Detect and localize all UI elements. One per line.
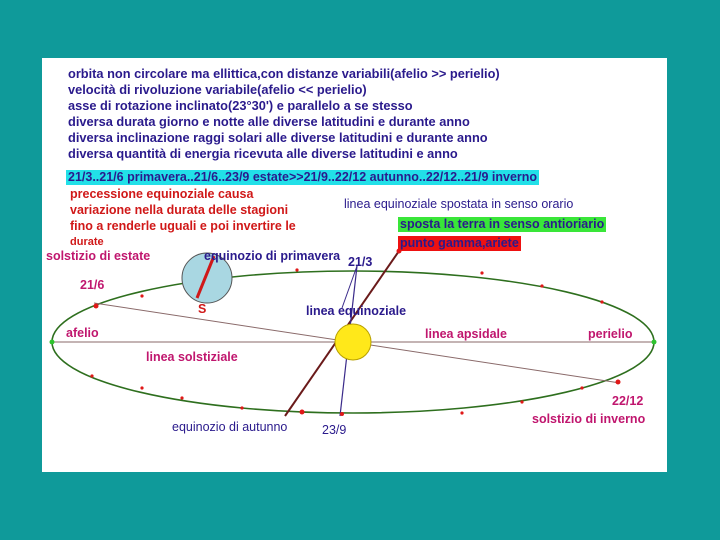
aphelion-label: afelio xyxy=(66,326,99,340)
marker-23-9 xyxy=(300,410,305,415)
marker-aphelion xyxy=(50,340,55,345)
tick xyxy=(540,284,543,287)
precession-line-1: precessione equinoziale causa xyxy=(70,187,254,201)
intro-line-5: diversa inclinazione raggi solari alle diverse latitudini e durante anno xyxy=(68,130,488,145)
date-22-12: 22/12 xyxy=(612,394,644,408)
date-21-6: 21/6 xyxy=(80,278,105,292)
solstice-summer-label: solstizio di estate xyxy=(46,249,151,263)
precession-line-3: fino a renderle uguali e poi invertire le xyxy=(70,219,296,233)
marker-21-6 xyxy=(94,304,99,309)
marker-23-9b xyxy=(340,412,344,416)
intro-line-1: orbita non circolare ma ellittica,con distanze variabili(afelio >> perielio) xyxy=(68,66,500,81)
date-23-9: 23/9 xyxy=(322,423,347,437)
seasons-line: 21/3..21/6 primavera..21/6..23/9 estate>>21/9..22/12 autunno..22/12..21/9 inverno xyxy=(68,170,538,184)
marker-perihelion xyxy=(652,340,657,345)
earth-letter: S xyxy=(198,302,207,316)
tick xyxy=(90,374,93,377)
tick xyxy=(460,411,463,414)
intro-line-2: velocità di rivoluzione variabile(afelio << perielio) xyxy=(68,82,367,97)
perihelion-label: perielio xyxy=(588,327,633,341)
precession-line-2: variazione nella durata delle stagioni xyxy=(70,203,289,217)
diagram-slide xyxy=(42,58,667,472)
tick xyxy=(580,386,583,389)
equinoctial-line-label: linea equinoziale xyxy=(306,304,407,318)
precession-line-4: durate xyxy=(70,236,104,248)
apsidal-line-label: linea apsidale xyxy=(425,327,507,341)
intro-line-3: asse di rotazione inclinato(23°30') e parallelo a se stesso xyxy=(68,98,413,113)
gamma-label: punto gamma,ariete xyxy=(400,236,519,250)
tick xyxy=(140,386,143,389)
sun xyxy=(335,324,371,360)
equinox-spring-label: equinozio di primavera xyxy=(204,249,341,263)
tick xyxy=(240,406,243,409)
tick xyxy=(600,300,603,303)
tick xyxy=(480,271,483,274)
tick xyxy=(180,396,183,399)
tick xyxy=(520,400,523,403)
intro-line-6: diversa quantità di energia ricevuta alle diverse latitudini e anno xyxy=(68,146,458,161)
shift-label: linea equinoziale spostata in senso orario xyxy=(344,197,574,211)
equinox-autumn-label: equinozio di autunno xyxy=(172,420,288,434)
solstice-winter-label: solstizio di inverno xyxy=(532,412,646,426)
date-21-3: 21/3 xyxy=(348,255,373,269)
intro-line-4: diversa durata giorno e notte alle diverse latitudini e durante anno xyxy=(68,114,470,129)
marker-22-12 xyxy=(616,380,621,385)
solstitial-line-label: linea solstiziale xyxy=(146,350,238,364)
earth-shift-label: sposta la terra in senso antioriario xyxy=(400,217,605,231)
tick xyxy=(140,294,143,297)
tick xyxy=(295,268,298,271)
